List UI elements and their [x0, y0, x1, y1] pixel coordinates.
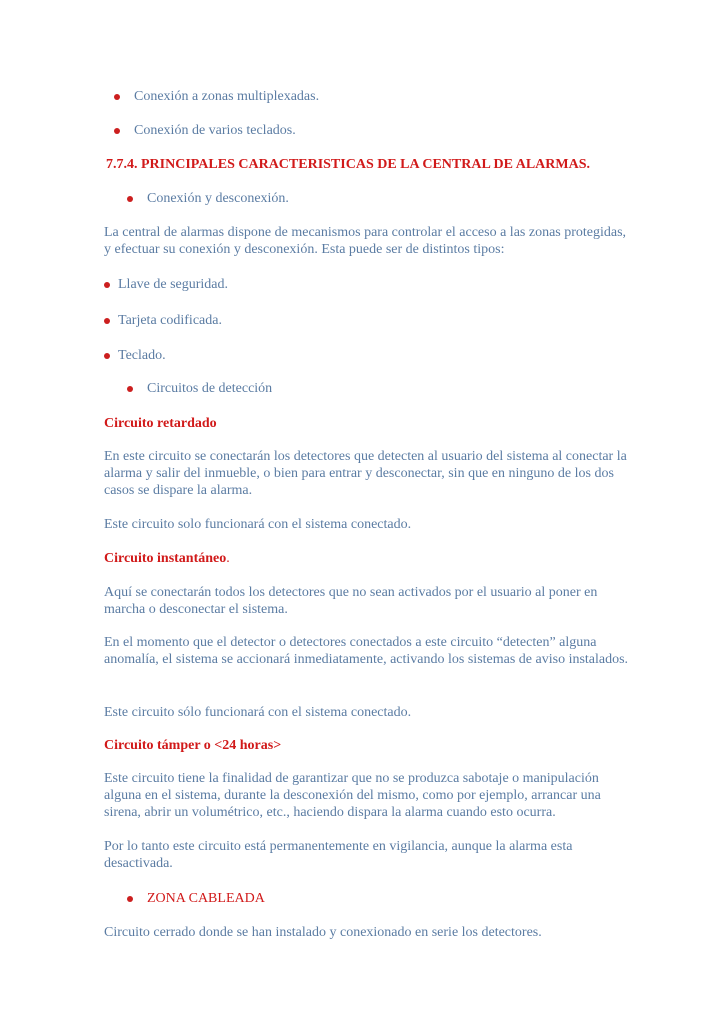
bullet-dot	[127, 196, 133, 202]
list-item: Conexión y desconexión.	[147, 191, 289, 206]
bullet-dot	[127, 896, 133, 902]
bullet-dot	[114, 128, 120, 134]
list-item: ZONA CABLEADA	[147, 891, 265, 906]
paragraph: Este circuito solo funcionará con el sistema conectado.	[104, 517, 412, 532]
paragraph: Por lo tanto este circuito está permanentemente en vigilancia, aunque la alarma esta desactivada.	[104, 839, 573, 871]
subheading-instantaneo-suffix: .	[226, 551, 230, 566]
bullet-dot	[104, 318, 110, 324]
list-item: Tarjeta codificada.	[118, 313, 222, 328]
section-heading: 7.7.4. PRINCIPALES CARACTERISTICAS DE LA CENTRAL DE ALARMAS.	[106, 157, 590, 172]
subheading-retardado: Circuito retardado	[104, 416, 217, 431]
bullet-dot	[127, 386, 133, 392]
list-item: Conexión a zonas multiplexadas.	[134, 89, 320, 104]
paragraph: Este circuito sólo funcionará con el sistema conectado.	[104, 705, 412, 720]
bullet-dot	[104, 353, 110, 359]
intro-paragraph: La central de alarmas dispone de mecanismos para controlar el acceso a las zonas protegidas, y efectuar su conexión y desconexión. Esta puede ser de distintos tipos:	[104, 225, 627, 257]
bullet-dot	[104, 282, 110, 288]
subheading-instantaneo	[104, 550, 230, 567]
list-item: Circuitos de detección	[147, 381, 273, 396]
paragraph: Aquí se conectarán todos los detectores que no sean activados por el usuario al poner en marcha o desconectar el sistema.	[104, 585, 598, 617]
paragraph: Circuito cerrado donde se han instalado y conexionado en serie los detectores.	[104, 925, 542, 940]
paragraph: En el momento que el detector o detectores conectados a este circuito “detecten” alguna anomalía, el sistema se accionará inmediatamente, activando los sistemas de aviso instalados.	[104, 635, 629, 667]
paragraph: En este circuito se conectarán los detectores que detecten al usuario del sistema al conectar la alarma y salir del inmueble, o bien para entrar y desconectar, sin que en ninguno de los dos casos se dispare la alarma.	[104, 449, 627, 498]
bullet-dot	[114, 94, 120, 100]
list-item: Conexión de varios teclados.	[134, 123, 296, 138]
list-item: Teclado.	[118, 348, 166, 363]
list-item: Llave de seguridad.	[118, 277, 229, 292]
subheading-tamper: Circuito támper o <24 horas>	[104, 738, 282, 753]
paragraph: Este circuito tiene la finalidad de garantizar que no se produzca sabotaje o manipulación alguna en el sistema, durante la desconexión del mismo, como por ejemplo, arrancar una sirena, abrir un volumétrico, etc., haciendo dispara la alarma cuando esto ocurra.	[104, 771, 601, 820]
subheading-instantaneo-title: Circuito instantáneo	[104, 551, 227, 566]
